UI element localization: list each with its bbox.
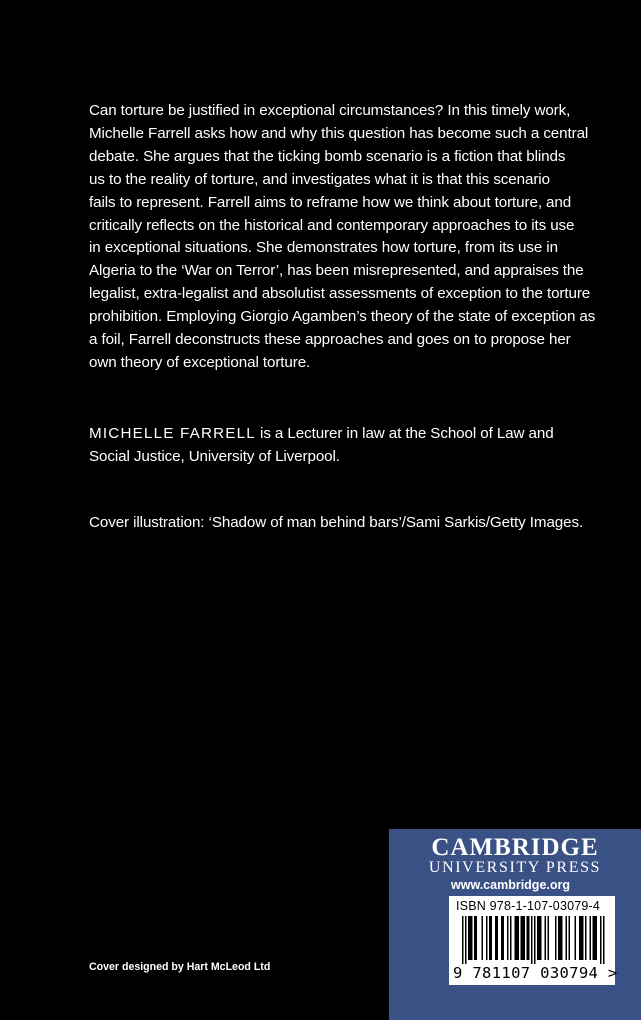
barcode-bar [482,916,484,960]
barcode-bar [489,916,491,960]
publisher-url: www.cambridge.org [451,878,571,892]
description-line: fails to represent. Farrell aims to reframe how we think about torture, and [89,193,572,211]
barcode-bar [593,916,595,960]
barcode-bar [594,916,596,960]
barcode-bar [528,916,530,960]
barcode-bar [560,916,562,960]
barcode-bar [566,916,568,960]
publisher-logo-name: CAMBRIDGE [431,834,599,861]
barcode-bar [491,916,493,960]
barcode-bar [501,916,503,960]
barcode-bar [471,916,473,960]
barcode-bar [590,916,592,960]
barcode-bar [581,916,583,960]
description-line: Algeria to the ‘War on Terror’, has been misrepresented, and appraises the [89,262,584,280]
barcode-bar [521,916,523,960]
barcode-bar [579,916,581,960]
barcode-bar [531,916,533,964]
author-bio-line: Social Justice, University of Liverpool. [89,448,340,465]
description-line: own theory of exceptional torture. [89,353,311,371]
barcode-bar [507,916,509,960]
isbn-label: ISBN 978-1-107-03079-4 [456,899,601,913]
description-line: critically reflects on the historical and contemporary approaches to its use [89,216,575,234]
barcode-bar [585,916,587,960]
description-line: prohibition. Employing Giorgio Agamben’s theory of the state of exception as [89,308,596,326]
publisher-logo-subtitle: UNIVERSITY PRESS [428,859,602,876]
description-line: legalist, extra-legalist and absolutist assessments of exception to the torture [89,285,591,303]
barcode-bar [555,916,557,960]
description-line: in exceptional situations. She demonstrates how torture, from its use in [89,239,558,257]
barcode-bar [462,916,464,964]
barcode-bar [516,916,518,960]
description-line: debate. She argues that the ticking bomb scenario is a fiction that blinds [89,147,566,165]
barcode-bar [545,916,547,960]
barcode-bar [600,916,602,964]
barcode-bar [518,916,520,960]
barcode-bar [558,916,560,960]
barcode-bar [515,916,517,960]
author-bio-line [89,422,609,445]
barcode-bar [596,916,598,960]
barcode-bar [470,916,472,960]
barcode-bar [465,916,467,964]
barcode-bar [534,916,536,964]
description-line: Michelle Farrell asks how and why this question has become such a central [89,124,589,142]
description-line: Can torture be justified in exceptional circumstances? In this timely work, [89,102,571,119]
barcode-bar [486,916,488,960]
barcode-bar [522,916,524,960]
barcode-bars [453,916,609,964]
author-bio [89,422,609,468]
barcode-bar [540,916,542,960]
barcode-bar [603,916,605,964]
barcode-bar [569,916,571,960]
description-line: a foil, Farrell deconstructs these approaches and goes on to propose her [89,331,571,349]
barcode-bar [510,916,512,960]
barcode-bar [537,916,539,960]
author-bio-text: is a Lecturer in law at the School of Law and [255,425,554,442]
barcode-bar [575,916,577,960]
cover-illustration-credit: Cover illustration: ‘Shadow of man behind bars’/Sami Sarkis/Getty Images. [89,514,584,531]
barcode-bar [561,916,563,960]
barcode-bar [582,916,584,960]
barcode-bar [497,916,499,960]
barcode-bar [539,916,541,960]
barcode-bar [474,916,476,960]
author-name: MICHELLE FARRELL [89,425,256,442]
book-description [89,100,609,375]
isbn-barcode [449,896,618,985]
barcode-bar [495,916,497,960]
cover-designer-credit: Cover designed by Hart McLeod Ltd [89,961,271,973]
description-line: us to the reality of torture, and investigates what it is that this scenario [89,170,550,188]
barcode-bar [468,916,470,960]
barcode-bar [527,916,529,960]
ean-digits: 9 781107 030794 > [453,964,618,982]
barcode-bar [548,916,550,960]
barcode-bar [524,916,526,960]
barcode-bar [503,916,505,960]
barcode-bar [476,916,478,960]
